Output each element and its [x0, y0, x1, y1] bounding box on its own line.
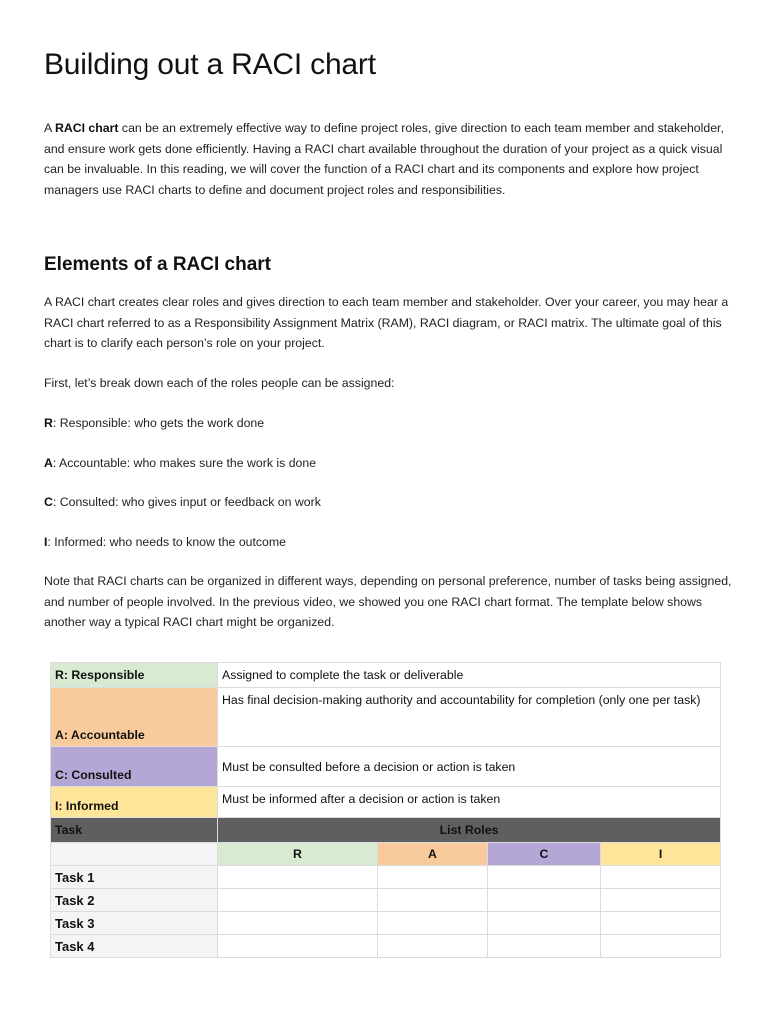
role-row-accountable	[51, 688, 721, 747]
intro-text: can be an extremely effective way to define project roles, give direction to each team member and stakeholder, and ensure work gets done efficiently. Having a RACI chart available throughout the duration of your project as a quick visual can be invaluable. In this reading, we will cover the function of a RACI chart and its components and explore how project managers use RACI charts to define and document project roles and responsibilities.	[44, 121, 724, 197]
letter-c: C	[488, 843, 601, 866]
role-letter: C	[44, 495, 53, 509]
cell-r[interactable]	[218, 889, 378, 912]
cell-c[interactable]	[488, 889, 601, 912]
cell-i[interactable]	[601, 866, 721, 889]
cell-i[interactable]	[601, 935, 721, 958]
letter-a: A	[378, 843, 488, 866]
role-item-responsible	[44, 413, 734, 434]
cell-a[interactable]	[378, 935, 488, 958]
role-row-consulted	[51, 747, 721, 787]
role-row-responsible	[51, 663, 721, 688]
intro-paragraph	[44, 118, 734, 200]
cell-r[interactable]	[218, 935, 378, 958]
role-row-informed	[51, 787, 721, 818]
table-row	[51, 889, 721, 912]
role-item-accountable	[44, 453, 734, 474]
cell-i[interactable]	[601, 912, 721, 935]
header-list-roles: List Roles	[218, 818, 721, 843]
role-letter: I	[44, 535, 48, 549]
role-desc-consulted: Must be consulted before a decision or action is taken	[218, 747, 721, 787]
cell-i[interactable]	[601, 889, 721, 912]
role-desc-informed: Must be informed after a decision or action is taken	[218, 787, 721, 818]
letter-r: R	[218, 843, 378, 866]
role-label-consulted: C: Consulted	[51, 747, 218, 787]
section-heading: Elements of a RACI chart	[44, 254, 271, 275]
role-letters-row	[51, 843, 721, 866]
paragraph-raci-definition: A RACI chart creates clear roles and gives direction to each team member and stakeholder. Over your career, you may hear a RACI chart referred to as a Responsibility Assignment Matrix (RAM), RACI diagram, or RACI matrix. The ultimate goal of this chart is to clarify each person’s role on your project.	[44, 295, 729, 350]
raci-table	[50, 662, 721, 958]
role-text: : Informed: who needs to know the outcome	[47, 535, 286, 549]
paragraph-note: Note that RACI charts can be organized in different ways, depending on personal preference, number of tasks being assigned, and number of people involved. In the previous video, we showed you one RACI chart format. The template below shows another way a typical RACI chart might be organized.	[44, 574, 732, 629]
header-task: Task	[51, 818, 218, 843]
table-row	[51, 912, 721, 935]
intro-bold-term: RACI chart	[54, 121, 119, 135]
task-name-cell: Task 4	[51, 935, 218, 958]
cell-r[interactable]	[218, 912, 378, 935]
cell-r[interactable]	[218, 866, 378, 889]
cell-c[interactable]	[488, 866, 601, 889]
role-desc-accountable: Has final decision-making authority and accountability for completion (only one per task)	[218, 688, 721, 747]
role-letter: A	[44, 456, 53, 470]
role-label-informed: I: Informed	[51, 787, 218, 818]
cell-c[interactable]	[488, 912, 601, 935]
task-name-cell: Task 2	[51, 889, 218, 912]
letter-i: I	[601, 843, 721, 866]
role-text: : Responsible: who gets the work done	[52, 416, 265, 430]
role-item-consulted	[44, 492, 734, 513]
role-label-responsible: R: Responsible	[51, 663, 218, 688]
cell-a[interactable]	[378, 889, 488, 912]
page-title: Building out a RACI chart	[44, 48, 376, 81]
task-name-cell: Task 1	[51, 866, 218, 889]
cell-a[interactable]	[378, 866, 488, 889]
role-text: : Consulted: who gives input or feedback on work	[52, 495, 321, 509]
cell-c[interactable]	[488, 935, 601, 958]
cell-a[interactable]	[378, 912, 488, 935]
role-letter: R	[44, 416, 53, 430]
intro-prefix: A	[44, 121, 55, 135]
table-row	[51, 935, 721, 958]
role-desc-responsible: Assigned to complete the task or deliverable	[218, 663, 721, 688]
task-name-cell: Task 3	[51, 912, 218, 935]
role-item-informed	[44, 532, 734, 553]
table-row	[51, 866, 721, 889]
role-label-accountable: A: Accountable	[51, 688, 218, 747]
letters-empty-cell[interactable]	[51, 843, 218, 866]
role-text: : Accountable: who makes sure the work is done	[52, 456, 317, 470]
table-header-row	[51, 818, 721, 843]
paragraph-roles-intro: First, let’s break down each of the roles people can be assigned:	[44, 376, 395, 390]
